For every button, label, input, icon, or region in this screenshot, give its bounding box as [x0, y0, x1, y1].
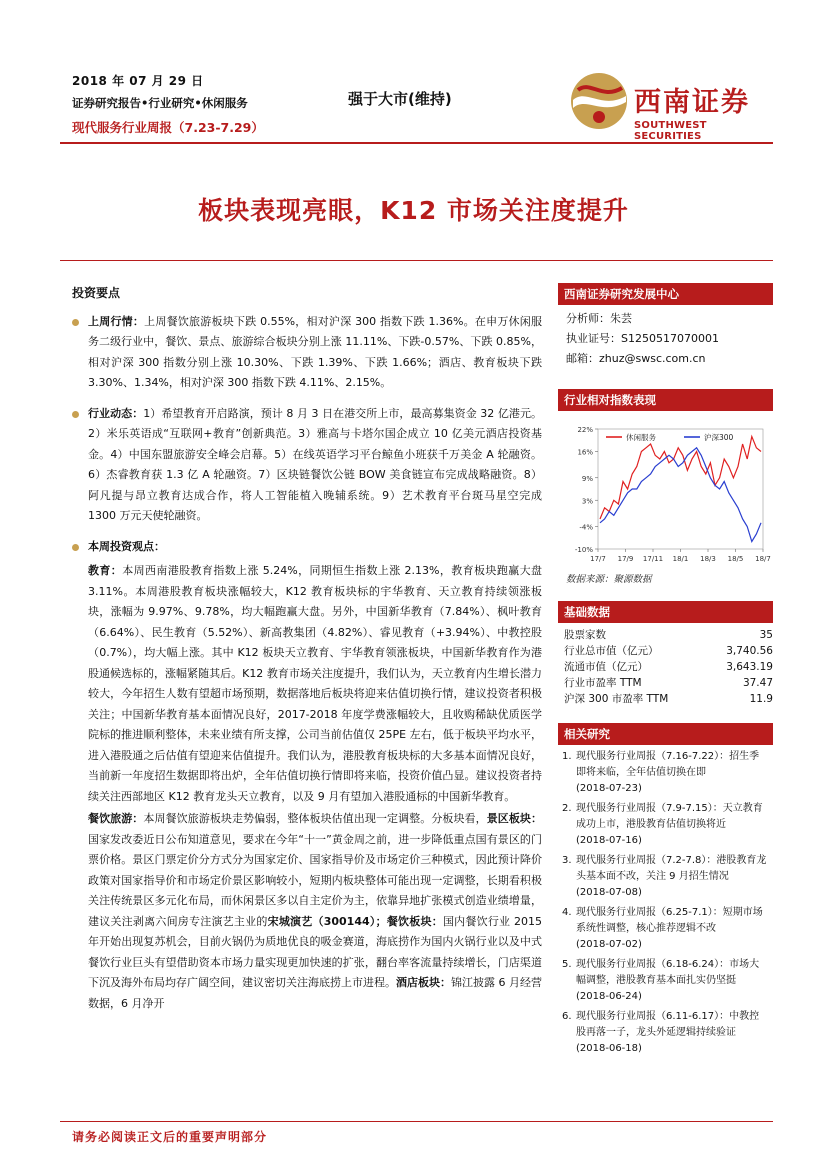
tour-paragraph: [72, 809, 542, 1014]
basic-data-header: 基础数据: [558, 601, 773, 623]
related-research-list: [558, 745, 773, 1057]
tour-text-1: 本周餐饮旅游板块走势偏弱，整体板块估值出现一定调整。分板块看，: [143, 812, 487, 825]
related-research-header: 相关研究: [558, 723, 773, 745]
related-item-title: 现代服务行业周报（7.16-7.22）：招生季即将来临，全年估值切换在即: [576, 751, 760, 778]
footer-disclaimer: 请务必阅读正文后的重要声明部分: [72, 1130, 268, 1144]
basic-data-row: [558, 643, 773, 659]
main-column: [72, 283, 542, 1016]
related-item-date: (2018-06-24): [576, 991, 642, 1002]
tour-text-3: 国内餐饮行业 2015 年开始出现复苏机会，目前火锅仍为质地优良的吸金赛道，海底捞作为国内火锅行业以及中式餐饮行业巨头有望借助资本市场力量实现更加快速的扩张，翻台率客流量持续增长，门店渠道下沉及海外布局均存广阔空间，建议密切关注海底捞上市进程。: [88, 914, 542, 989]
scenic-label: 景区板块：: [486, 812, 543, 825]
basic-data-label: 股票家数: [564, 629, 606, 641]
chart-y-tick-label: 16%: [577, 448, 593, 457]
market-text: 上周餐饮旅游板块下跌 0.55%，相对沪深 300 指数下跌 1.36%。在申万休闲服务二级行业中，餐饮、景点、旅游综合板块分别上涨 11.11%、下跌-0.57%、下跌 0.85%，相对沪深 300 指数分别上涨 10.30%、下跌 1.39%、下跌 1.66%；酒店、教育板块下跌 3.30%、1.34%，相对沪深 300 指数下跌 4.11%、2.15%。: [88, 314, 543, 389]
footer-divider: [60, 1121, 773, 1122]
logo-emblem-icon: [568, 70, 630, 132]
basic-data-value: 11.9: [749, 693, 773, 705]
bullet-news: [72, 404, 542, 527]
chart-y-tick-label: -4%: [579, 523, 593, 532]
analyst-name: 分析师：朱芸: [566, 312, 632, 325]
related-item-number: 3.: [562, 855, 572, 866]
bullet-market: [72, 312, 542, 394]
related-item-title: 现代服务行业周报（6.18-6.24）：市场大幅调整，港股教育基本面扎实仍坚挺: [576, 959, 760, 986]
sidebar-column: [558, 283, 773, 1061]
related-research-item[interactable]: [562, 749, 767, 797]
related-item-date: (2018-07-16): [576, 835, 642, 846]
basic-data-label: 沪深 300 市盈率 TTM: [564, 693, 669, 705]
related-item-title: 现代服务行业周报（7.9-7.15）：天立教育成功上市，港股教育估值切换将近: [576, 803, 763, 830]
related-item-title: 现代服务行业周报（6.25-7.1）：短期市场系统性调整，核心推荐逻辑不改: [576, 907, 763, 934]
bullet-dot-icon: [72, 319, 79, 326]
report-date: 2018 年 07 月 29 日: [72, 74, 204, 88]
related-research-item[interactable]: [562, 957, 767, 1005]
basic-data-value: 37.47: [742, 677, 773, 689]
basic-data-label: 行业总市值（亿元）: [564, 645, 659, 657]
hotel-label: 酒店板块：: [396, 976, 451, 989]
related-item-number: 4.: [562, 907, 572, 918]
related-research-item[interactable]: [562, 905, 767, 953]
chart-x-tick-label: 18/5: [727, 555, 744, 563]
related-item-title: 现代服务行业周报（7.2-7.8）：港股教育龙头基本面不改，关注 9 月招生情况: [576, 855, 767, 882]
chart-y-tick-label: -10%: [574, 546, 593, 554]
related-research-item[interactable]: [562, 801, 767, 849]
section-divider: [60, 260, 773, 261]
songcheng-stock: 宋城演艺（300144）；: [267, 914, 387, 928]
report-headline: 板块表现亮眼，K12 市场关注度提升: [198, 196, 629, 225]
related-item-date: (2018-07-23): [576, 783, 642, 794]
logo-text-cn: 西南证券: [634, 87, 750, 118]
related-research-item[interactable]: [562, 853, 767, 901]
chart-x-tick-label: 18/7: [755, 555, 771, 563]
chart-x-tick-label: 17/7: [590, 555, 606, 563]
logo-text-en: SOUTHWEST SECURITIES: [634, 120, 707, 142]
tour-text-4: 锦江披露 6 月经营数据，6 月净开: [88, 976, 542, 1010]
related-item-number: 5.: [562, 959, 572, 970]
related-item-title: 现代服务行业周报（6.11-6.17）：中教控股再落一子，龙头外延逻辑持续验证: [576, 1011, 760, 1038]
chart-source: 数据来源：聚源数据: [566, 574, 652, 585]
basic-data-row: [558, 627, 773, 643]
section-title: 投资要点: [72, 286, 121, 300]
related-item-number: 6.: [562, 1011, 572, 1022]
chart-legend-label: 沪深300: [704, 433, 734, 442]
analyst-email: 邮箱：zhuz@swsc.com.cn: [566, 352, 706, 365]
basic-data-label: 流通市值（亿元）: [564, 661, 648, 673]
basic-data-row: [558, 675, 773, 691]
chart-series-line-2: [600, 448, 761, 542]
chart-legend-label: 休闲服务: [626, 433, 656, 442]
header-divider: [60, 142, 773, 144]
basic-data-value: 3,643.19: [726, 661, 773, 673]
analyst-info: [558, 305, 773, 369]
chart-svg: [558, 411, 773, 571]
basic-data-value: 3,740.56: [726, 645, 773, 657]
news-text: 1）希望教育开启路演，预计 8 月 3 日在港交所上市，最高募集资金 32 亿港元。2）米乐英语成“互联网+教育”创新典范。3）雅高与卡塔尔国企成立 10 亿美元酒店投资基金。4）中国东盟旅游安全峰会启幕。5）在线英语学习平台鲸鱼小班获千万美金 A 轮融资。6）杰睿教育获 1.3 亿 A 轮融资。7）区块链餐饮公链 BOW 美食链宣布完成战略融资。8）阿凡提与昂立教育达成合作，将人工智能植入晚辅系统。9）艺术教育平台斑马星空完成 1300 万元天使轮融资。: [88, 406, 542, 522]
chart-x-tick-label: 18/3: [700, 555, 716, 563]
basic-data-label: 行业市盈率 TTM: [564, 677, 642, 689]
chart-plot-frame: [598, 429, 763, 549]
edu-label: 教育：: [88, 564, 123, 577]
chart-x-tick-label: 17/9: [617, 555, 634, 563]
related-item-date: (2018-06-18): [576, 1043, 642, 1054]
view-title: 本周投资观点：: [88, 539, 165, 553]
basic-data-value: 35: [759, 629, 773, 641]
relative-index-chart: [558, 411, 773, 571]
related-item-number: 2.: [562, 803, 572, 814]
chart-y-tick-label: 3%: [581, 497, 593, 506]
rating: 强于大市(维持): [348, 90, 452, 108]
chart-y-tick-label: 9%: [581, 474, 593, 483]
related-item-date: (2018-07-02): [576, 939, 642, 950]
bullet-view: [72, 537, 542, 558]
tour-label: 餐饮旅游：: [88, 812, 144, 825]
basic-data-row: [558, 691, 773, 707]
header-meta: [72, 72, 264, 136]
research-center-header: 西南证券研究发展中心: [558, 283, 773, 305]
related-item-date: (2018-07-08): [576, 887, 642, 898]
report-category: 证券研究报告•行业研究•休闲服务: [72, 96, 248, 110]
chart-x-tick-label: 18/1: [672, 555, 689, 563]
basic-data-row: [558, 659, 773, 675]
tour-text-2: 国家发改委近日公布知道意见，要求在今年“十一”黄金周之前，进一步降低重点国有景区的门票价格。景区门票定价分方式分为国家定价、国家指导价及市场定价三种模式，因此预计降价政策对国家指导价和市场定价景区影响较小，短期内板块整体可能出现一定调整，长期看积极关注传统景区多元化布局，而休闲景区多以自主定价为主，依靠异地扩张模式创造业绩增量，建议关注剥离六间房专注演艺主业的: [88, 832, 542, 928]
chart-y-tick-label: 22%: [577, 426, 593, 434]
chart-header: 行业相对指数表现: [558, 389, 773, 411]
bullet-dot-icon: [72, 411, 79, 418]
chart-x-tick-label: 17/11: [642, 555, 664, 563]
report-series: 现代服务行业周报（7.23-7.29）: [72, 120, 264, 135]
analyst-license: 执业证号：S1250517070001: [566, 332, 719, 345]
company-logo: [568, 70, 768, 142]
bullet-dot-icon: [72, 544, 79, 551]
related-research-item[interactable]: [562, 1009, 767, 1057]
catering-label: 餐饮板块：: [386, 914, 443, 928]
edu-paragraph: [72, 561, 542, 807]
news-label: 行业动态：: [88, 406, 144, 420]
market-label: 上周行情：: [88, 314, 145, 328]
basic-data-table: [558, 627, 773, 707]
edu-text: 本周西南港股教育指数上涨 5.24%，同期恒生指数上涨 2.13%，教育板块跑赢大盘 3.11%。本周港股教育板块涨幅较大，K12 教育板块标的宇华教育、天立教育持续领涨板块，涨幅为 9.97%、9.78%，均大幅跑赢大盘。另外，中国新华教育（7.84%）、枫叶教育（6.64%）、民生教育（5.52%）、新高教集团（4.82%）、睿见教育（+3.94%）、中教控股（0.7%），均大幅上涨。其中 K12 板块天立教育、宇华教育领涨板块，中国新华教育作为港股通候选标的，涨幅紧随其后。K12 教育市场关注度提升，我们认为，天立教育内生增长潜力较大，今年招生人数有望超市场预期，数据落地后板块将迎来估值切换行情，建议投资者积极关注；中国新华教育基本面情况良好，2017-2018 年度学费涨幅较大，且收购稀缺优质医学院标的推进顺利整体，未来业绩有所支撑，公司当前估值仅 25PE 左右，低于板块平均水平，进入港股通之后估值有望迎来估值提升。我们认为，港股教育板块标的大多基本面情况良好，当前新一年度招生数据即将出炉，全年估值切换行情即将来临，投资价值凸显。建议投资者持续关注西部地区 K12 教育龙头天立教育，以及 9 月有望加入港股通标的中国新华教育。: [88, 564, 543, 803]
related-item-number: 1.: [562, 751, 572, 762]
